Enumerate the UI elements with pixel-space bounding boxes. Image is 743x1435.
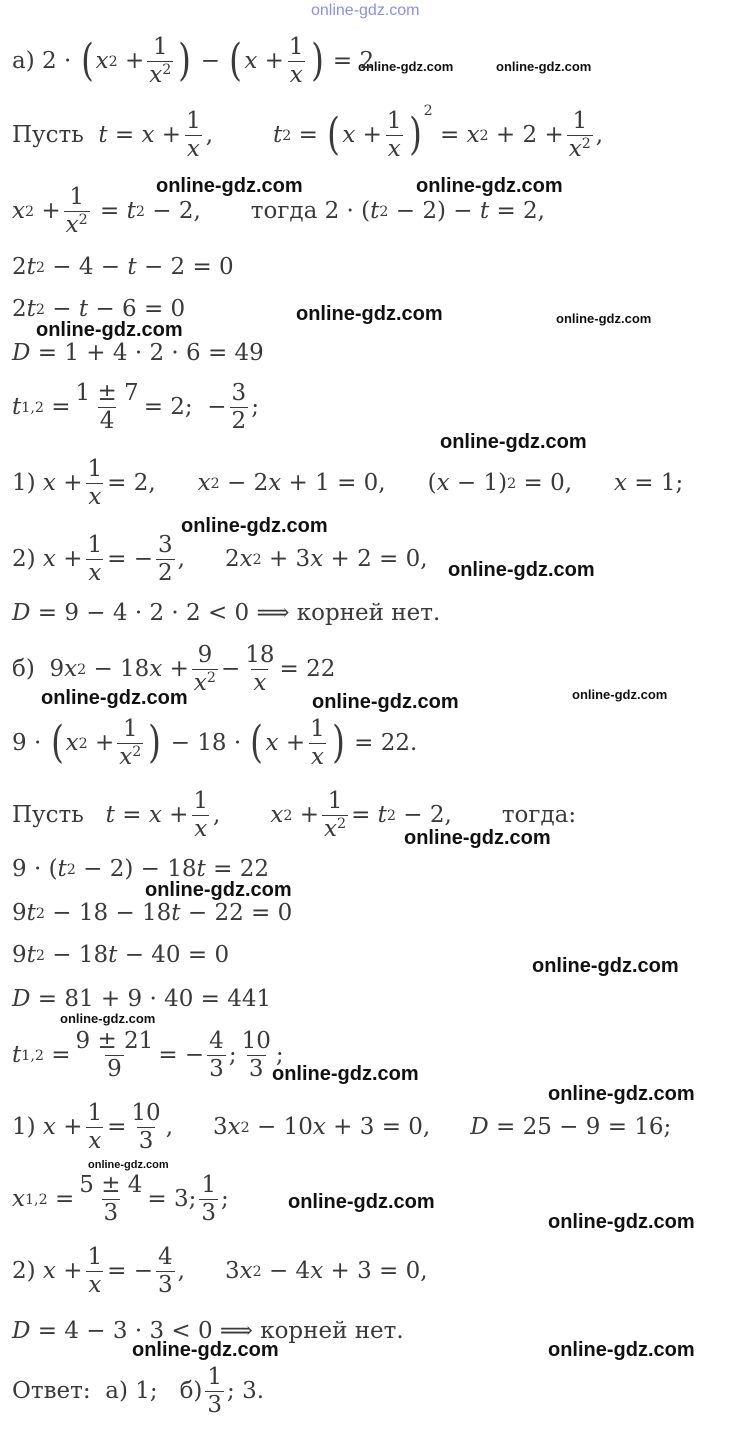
case-1-line: 1) x + $\frac{1}{x}$ = 2, x 2 − 2 x + 1 = 0, ( x − 1) 2 = 0, x = 1; bbox=[12, 456, 684, 510]
substitution-line: Пусть t = x + $\frac{1}{x}$ , t 2 = ( x + $\frac{1}{x}$ ) 2 = x 2 + 2 + $\frac{1}{x^2}$ , bbox=[12, 103, 604, 162]
watermark: online-gdz.com bbox=[496, 59, 592, 74]
answer-part-b-rest: ; 3. bbox=[227, 1378, 265, 1404]
watermark: online-gdz.com bbox=[548, 1339, 695, 1361]
watermark: online-gdz.com bbox=[312, 691, 459, 713]
watermark: online-gdz.com bbox=[404, 827, 551, 849]
roots-x-line-b: x 1,2 = $\frac{5 \pm 4}{3}$ = 3; $\frac{1}{3}$ ; bbox=[12, 1172, 229, 1226]
watermark: online-gdz.com bbox=[532, 955, 679, 977]
case-2-line: 2) x + $\frac{1}{x}$ = − $\frac{3}{2}$ , 2 x 2 + 3 x + 2 = 0, bbox=[12, 532, 428, 586]
discriminant-line-b: D = 81 + 9 · 40 = 441 bbox=[12, 986, 272, 1012]
watermark: online-gdz.com bbox=[440, 431, 587, 453]
watermark: online-gdz.com bbox=[296, 303, 443, 325]
watermark: online-gdz.com bbox=[358, 59, 454, 74]
equation-b-grouped: 9 · ( x 2 + $\frac{1}{x^2}$ ) − 18 · ( x + $\frac{1}{x}$ ) = 22. bbox=[12, 716, 418, 770]
watermark: online-gdz.com bbox=[311, 2, 420, 19]
watermark: online-gdz.com bbox=[448, 559, 595, 581]
part-a-label: а) bbox=[12, 48, 35, 74]
no-roots-text: корней нет. bbox=[296, 600, 441, 626]
watermark: online-gdz.com bbox=[288, 1191, 435, 1213]
equation-step: 2 t 2 − 4 − t − 2 = 0 bbox=[12, 254, 234, 280]
equation-a-statement: а) 2 · ( x 2 + $\frac{1}{x^2}$ ) − ( x + $\frac{1}{x}$ ) = 2 bbox=[12, 34, 375, 88]
watermark: online-gdz.com bbox=[145, 879, 292, 901]
roots-t-line: t 1,2 = $\frac{1 \pm 7}{4}$ = 2; − $\frac{3}{2}$ ; bbox=[12, 380, 259, 434]
answer-line: Ответ: а) 1; б) $\frac{1}{3}$ ; 3. bbox=[12, 1364, 265, 1418]
watermark: online-gdz.com bbox=[548, 1083, 695, 1105]
case-1-line-b: 1) x + $\frac{1}{x}$ = $\frac{10}{3}$ , 3 x 2 − 10 x + 3 = 0, D = 25 − 9 = 16; bbox=[12, 1100, 672, 1154]
watermark: online-gdz.com bbox=[548, 1211, 695, 1233]
substitution-line-b: Пусть t = x + $\frac{1}{x}$ , x 2 + $\frac{1}{x^2}$ = t 2 − 2, тогда: bbox=[12, 788, 577, 842]
case-2-discriminant: D = 9 − 4 · 2 · 2 < 0 ⟹ корней нет. bbox=[12, 600, 441, 626]
then-word: тогда bbox=[250, 198, 318, 224]
watermark: online-gdz.com bbox=[41, 687, 188, 709]
case-2-discriminant-b: D = 4 − 3 · 3 < 0 ⟹ корней нет. bbox=[12, 1318, 404, 1344]
equation-b-statement: б) 9 x 2 − 18 x + $\frac{9}{x^2}$ − $\frac{18}{x}$ = 22 bbox=[12, 642, 336, 696]
answer-word: Ответ: bbox=[12, 1378, 91, 1404]
watermark: online-gdz.com bbox=[181, 515, 328, 537]
watermark: online-gdz.com bbox=[60, 1011, 156, 1026]
no-roots-text: корней нет. bbox=[260, 1318, 404, 1344]
roots-t-line-b: t 1,2 = $\frac{9 \pm 21}{9}$ = − $\frac{4}{3}$ ; $\frac{10}{3}$ ; bbox=[12, 1028, 284, 1082]
equation-step: 2 t 2 − t − 6 = 0 bbox=[12, 296, 186, 322]
discriminant-line: D = 1 + 4 · 2 · 6 = 49 bbox=[12, 340, 264, 366]
let-word: Пусть bbox=[12, 122, 84, 148]
watermark: online-gdz.com bbox=[36, 319, 183, 341]
answer-part-b-label: б) bbox=[179, 1378, 203, 1404]
answer-part-a: а) 1; bbox=[105, 1378, 158, 1404]
identity-line: x 2 + $\frac{1}{x^2}$ = t 2 − 2, тогда 2 · ( t 2 − 2) − t = 2, bbox=[12, 184, 545, 238]
watermark: online-gdz.com bbox=[416, 175, 563, 197]
let-word: Пусть bbox=[12, 802, 84, 828]
equation-step: 9 t 2 − 18 t − 40 = 0 bbox=[12, 942, 230, 968]
equation-step: 9 t 2 − 18 − 18 t − 22 = 0 bbox=[12, 900, 293, 926]
equation-step: 9 · ( t 2 − 2) − 18 t = 22 bbox=[12, 856, 269, 882]
then-word: тогда: bbox=[501, 802, 577, 828]
watermark: online-gdz.com bbox=[572, 687, 668, 702]
watermark: online-gdz.com bbox=[556, 311, 652, 326]
watermark: online-gdz.com bbox=[156, 175, 303, 197]
case-2-line-b: 2) x + $\frac{1}{x}$ = − $\frac{4}{3}$ , 3 x 2 − 4 x + 3 = 0, bbox=[12, 1244, 428, 1298]
watermark: online-gdz.com bbox=[88, 1159, 169, 1171]
part-b-label: б) bbox=[12, 656, 35, 682]
watermark: online-gdz.com bbox=[272, 1063, 419, 1085]
watermark: online-gdz.com bbox=[132, 1339, 279, 1361]
